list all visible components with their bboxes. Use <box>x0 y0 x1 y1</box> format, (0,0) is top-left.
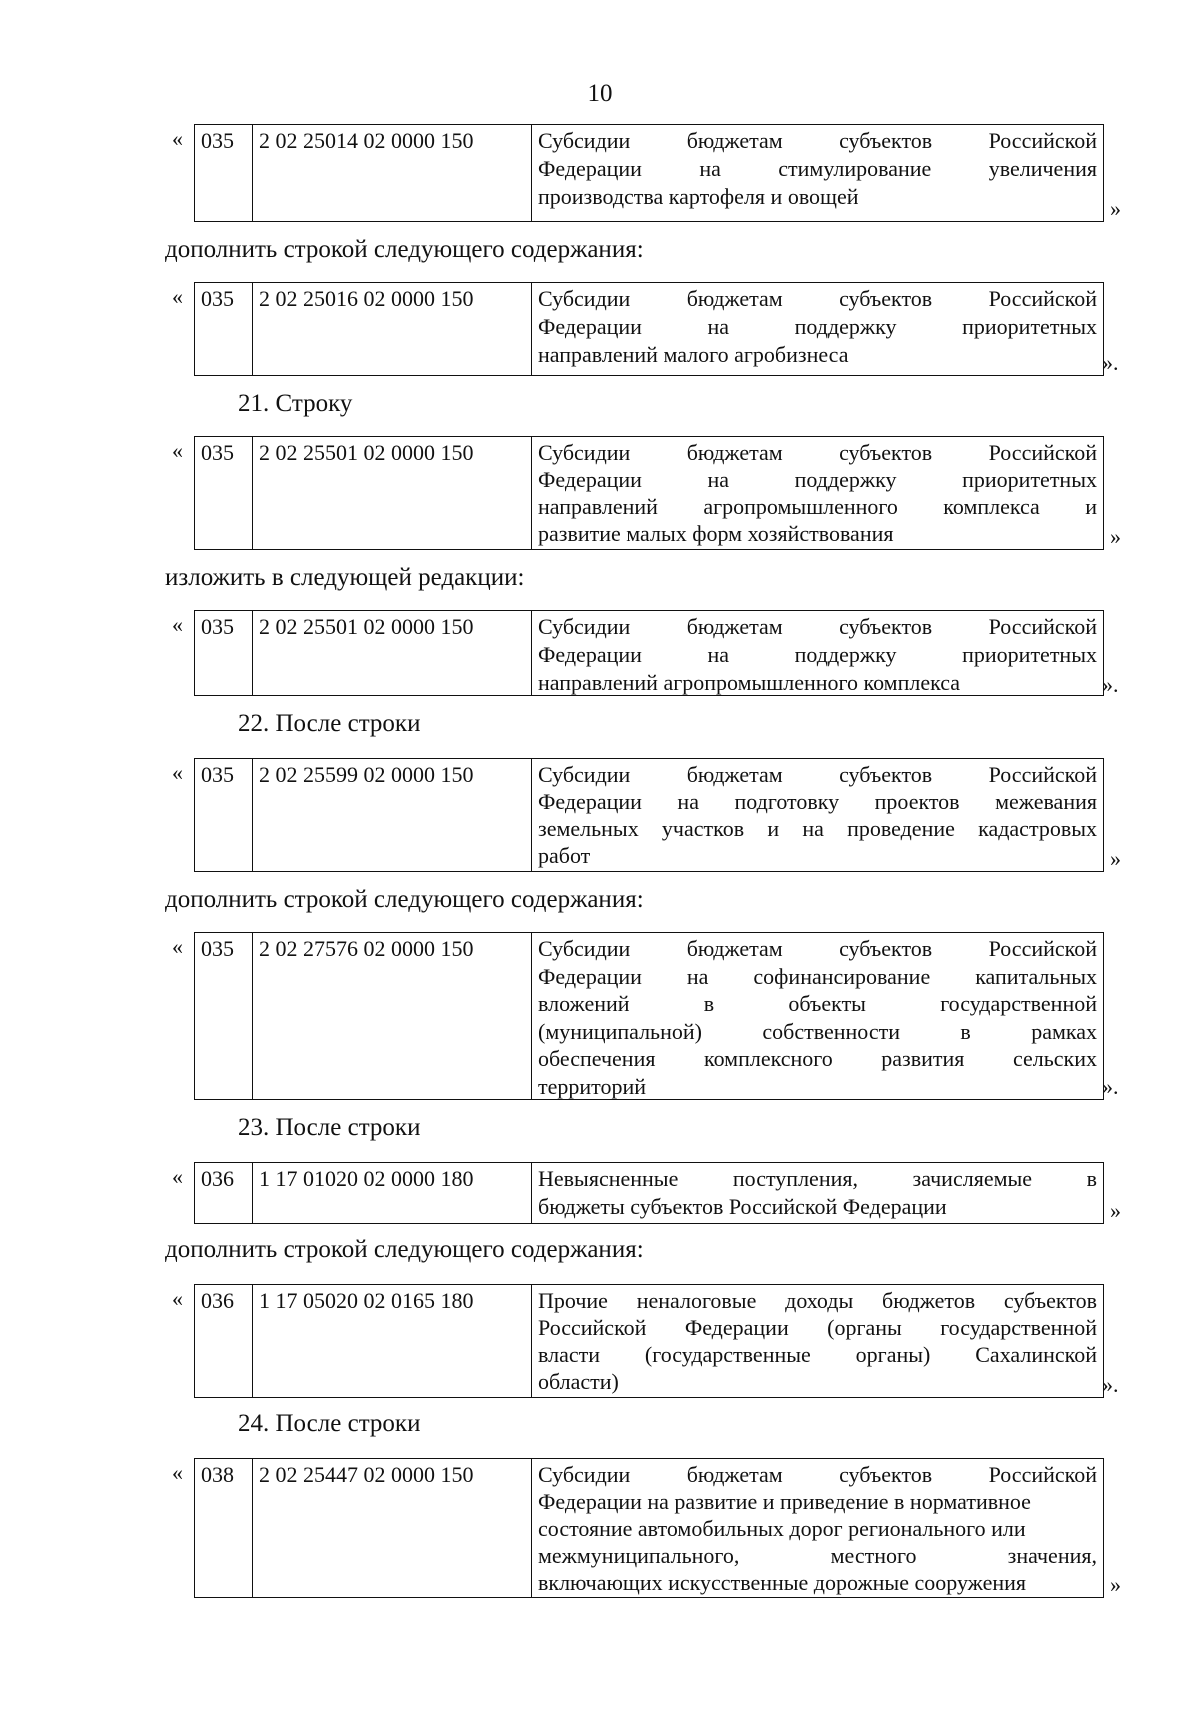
close-quote: » <box>1110 846 1121 871</box>
kbk-cell: 1 17 01020 02 0000 180 <box>253 1163 532 1223</box>
open-quote: « <box>172 284 183 309</box>
name-line: территорий <box>538 1073 647 1099</box>
close-quote: ». <box>1102 1074 1119 1099</box>
page-number: 10 <box>587 80 613 107</box>
kbk-cell: 1 17 05020 02 0165 180 <box>253 1285 532 1397</box>
kbk-cell: 2 02 25014 02 0000 150 <box>253 125 532 221</box>
name-cell <box>532 759 1103 871</box>
name-line: Субсидии бюджетам субъектов Российской <box>538 936 1097 961</box>
code-cell: 035 <box>195 437 253 549</box>
close-quote: » <box>1110 196 1121 221</box>
name-cell <box>532 1285 1103 1397</box>
code-cell: 035 <box>195 933 253 1099</box>
name-cell <box>532 611 1103 695</box>
close-quote: ». <box>1102 1372 1119 1397</box>
name-line: Федерации на софинансирование капитальных <box>538 963 1097 989</box>
paragraph: дополнить строкой следующего содержания: <box>165 1236 644 1263</box>
open-quote: « <box>172 1286 183 1311</box>
paragraph: 24. После строки <box>238 1410 421 1437</box>
kbk-cell: 2 02 25016 02 0000 150 <box>253 283 532 375</box>
close-quote: » <box>1110 1198 1121 1223</box>
open-quote: « <box>172 438 183 463</box>
open-quote: « <box>172 126 183 151</box>
name-line: области) <box>538 1369 619 1394</box>
name-line: Субсидии бюджетам субъектов Российской <box>538 440 1097 465</box>
kbk-cell: 2 02 25501 02 0000 150 <box>253 437 532 549</box>
name-line: власти (государственные органы) Сахалинской <box>538 1342 1097 1367</box>
name-cell <box>532 125 1103 221</box>
name-cell <box>532 1459 1103 1597</box>
table-row <box>194 1162 1104 1224</box>
name-line: Федерации на поддержку приоритетных <box>538 467 1097 492</box>
open-quote: « <box>172 612 183 637</box>
paragraph: 23. После строки <box>238 1114 421 1141</box>
name-line: Прочие неналоговые доходы бюджетов субъектов <box>538 1288 1097 1313</box>
open-quote: « <box>172 760 183 785</box>
table-row <box>194 124 1104 222</box>
open-quote: « <box>172 1164 183 1189</box>
name-line: Невыясненные поступления, зачисляемые в <box>538 1166 1097 1191</box>
open-quote: « <box>172 934 183 959</box>
name-line: направлений малого агробизнеса <box>538 342 849 367</box>
code-cell: 035 <box>195 611 253 695</box>
name-line: Федерации на поддержку приоритетных <box>538 642 1097 667</box>
code-cell: 035 <box>195 283 253 375</box>
name-line: включающих искусственные дорожные сооружения <box>538 1570 1026 1595</box>
name-line: направлений агропромышленного комплекса <box>538 670 961 695</box>
name-line: производства картофеля и овощей <box>538 184 859 209</box>
name-line: земельных участков и на проведение кадастровых <box>538 816 1097 841</box>
table-row <box>194 436 1104 550</box>
code-cell: 036 <box>195 1163 253 1223</box>
name-line: Субсидии бюджетам субъектов Российской <box>538 762 1097 787</box>
name-line: Субсидии бюджетам субъектов Российской <box>538 614 1097 639</box>
code-cell: 036 <box>195 1285 253 1397</box>
open-quote: « <box>172 1460 183 1485</box>
name-line: Субсидии бюджетам субъектов Российской <box>538 1462 1097 1487</box>
name-line: развитие малых форм хозяйствования <box>538 521 894 546</box>
table-row <box>194 1458 1104 1598</box>
name-line: Субсидии бюджетам субъектов Российской <box>538 128 1097 153</box>
name-line: состояние автомобильных дорог регионального или <box>538 1516 1026 1541</box>
name-cell <box>532 1163 1103 1223</box>
name-line: Федерации на стимулирование увеличения <box>538 156 1097 181</box>
name-line: работ <box>538 843 591 868</box>
name-line: Федерации на поддержку приоритетных <box>538 314 1097 339</box>
table-row <box>194 1284 1104 1398</box>
name-line: Федерации на развитие и приведение в нормативное <box>538 1489 1031 1514</box>
kbk-cell: 2 02 25501 02 0000 150 <box>253 611 532 695</box>
paragraph: дополнить строкой следующего содержания: <box>165 886 644 913</box>
table-row <box>194 758 1104 872</box>
code-cell: 035 <box>195 759 253 871</box>
name-line: бюджеты субъектов Российской Федерации <box>538 1194 947 1219</box>
kbk-cell: 2 02 25599 02 0000 150 <box>253 759 532 871</box>
name-line: Субсидии бюджетам субъектов Российской <box>538 286 1097 311</box>
paragraph: 22. После строки <box>238 710 421 737</box>
paragraph: дополнить строкой следующего содержания: <box>165 236 644 263</box>
close-quote: ». <box>1102 350 1119 375</box>
table-row <box>194 610 1104 696</box>
name-line: обеспечения комплексного развития сельских <box>538 1046 1097 1071</box>
name-line: Федерации на подготовку проектов межевания <box>538 789 1097 814</box>
name-cell <box>532 933 1103 1099</box>
table-row <box>194 932 1104 1100</box>
name-line: вложений в объекты государственной <box>538 991 1097 1016</box>
name-cell <box>532 283 1103 375</box>
paragraph: изложить в следующей редакции: <box>165 564 525 591</box>
name-line: Российской Федерации (органы государственной <box>538 1315 1097 1340</box>
code-cell: 035 <box>195 125 253 221</box>
close-quote: ». <box>1102 672 1119 697</box>
name-line: направлений агропромышленного комплекса и <box>538 494 1097 519</box>
table-row <box>194 282 1104 376</box>
name-line: (муниципальной) собственности в рамках <box>538 1018 1097 1044</box>
name-cell <box>532 437 1103 549</box>
close-quote: » <box>1110 524 1121 549</box>
kbk-cell: 2 02 25447 02 0000 150 <box>253 1459 532 1597</box>
kbk-cell: 2 02 27576 02 0000 150 <box>253 933 532 1099</box>
name-line: межмуниципального, местного значения, <box>538 1543 1097 1568</box>
code-cell: 038 <box>195 1459 253 1597</box>
paragraph: 21. Строку <box>238 390 353 417</box>
close-quote: » <box>1110 1572 1121 1597</box>
